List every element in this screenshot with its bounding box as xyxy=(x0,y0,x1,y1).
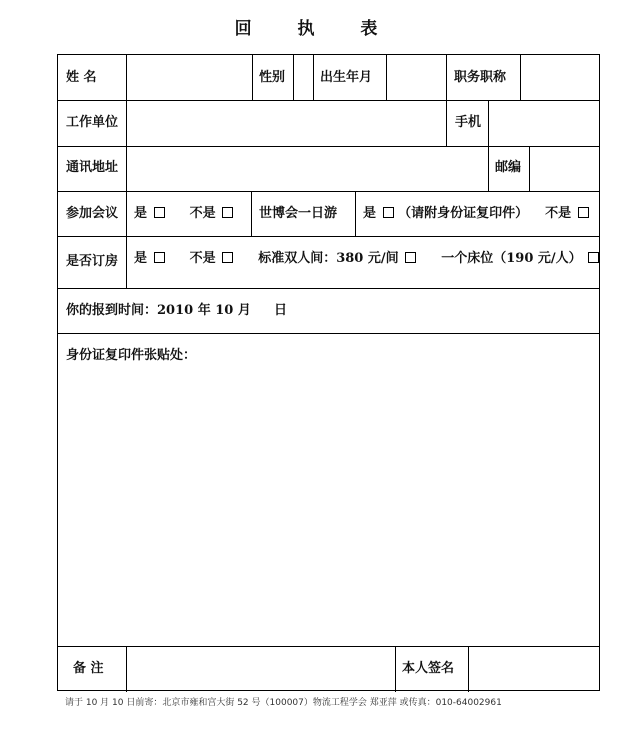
expo-options xyxy=(363,206,589,222)
room-double-checkbox[interactable] xyxy=(405,252,416,263)
col-divider xyxy=(529,146,530,191)
signature-label: 本人签名 xyxy=(402,661,455,676)
col-divider xyxy=(126,646,127,692)
arrival-day-label: 日 xyxy=(274,303,288,318)
col-divider xyxy=(468,646,469,692)
address-label: 通讯地址 xyxy=(66,160,119,175)
room-options xyxy=(134,251,599,267)
row-divider xyxy=(58,288,599,289)
col-divider xyxy=(126,55,127,100)
arrival-label: 你的报到时间：2010 年 10 月 xyxy=(66,303,251,318)
attend-options xyxy=(134,206,233,222)
col-divider xyxy=(520,55,521,100)
id-copy-paste-area xyxy=(58,334,599,646)
col-divider xyxy=(126,146,127,191)
col-divider xyxy=(355,191,356,236)
col-divider xyxy=(126,191,127,236)
expo-yes-checkbox[interactable] xyxy=(383,207,394,218)
row-divider xyxy=(58,191,599,192)
form-title: 回 执 表 xyxy=(234,19,398,39)
col-divider xyxy=(293,55,294,100)
room-bed-checkbox[interactable] xyxy=(588,252,599,263)
mobile-label: 手机 xyxy=(455,115,482,130)
expo-note: （请附身份证复印件） xyxy=(398,206,529,221)
postcode-label: 邮编 xyxy=(495,160,522,175)
room-no-label: 不是 xyxy=(189,251,216,266)
col-divider xyxy=(488,146,489,191)
row-divider xyxy=(58,236,599,237)
expo-no-label: 不是 xyxy=(545,206,572,221)
room-bed-label: 一个床位（190 元/人） xyxy=(441,251,582,266)
attend-no-checkbox[interactable] xyxy=(222,207,233,218)
col-divider xyxy=(386,55,387,100)
row-divider xyxy=(58,146,599,147)
position-label: 职务职称 xyxy=(454,70,507,85)
row-divider xyxy=(58,646,599,647)
room-yes-checkbox[interactable] xyxy=(154,252,165,263)
expo-label: 世博会一日游 xyxy=(259,206,338,221)
col-divider xyxy=(446,100,447,146)
work-unit-label: 工作单位 xyxy=(66,115,119,130)
attend-label: 参加会议 xyxy=(66,206,119,221)
remark-label: 备 注 xyxy=(73,661,104,676)
room-label: 是否订房 xyxy=(66,254,119,269)
name-label: 姓 名 xyxy=(66,70,97,85)
col-divider xyxy=(395,646,396,692)
col-divider xyxy=(251,191,252,236)
id-copy-label: 身份证复印件张贴处： xyxy=(66,348,197,363)
col-divider xyxy=(252,55,253,100)
attend-yes-checkbox[interactable] xyxy=(154,207,165,218)
room-no-checkbox[interactable] xyxy=(222,252,233,263)
attend-yes-label: 是 xyxy=(134,206,148,221)
col-divider xyxy=(126,236,127,288)
expo-no-checkbox[interactable] xyxy=(578,207,589,218)
reply-form-table xyxy=(57,54,600,691)
col-divider xyxy=(313,55,314,100)
gender-label: 性别 xyxy=(259,70,286,85)
col-divider xyxy=(488,100,489,146)
row-divider xyxy=(58,100,599,101)
col-divider xyxy=(126,100,127,146)
birth-label: 出生年月 xyxy=(320,70,373,85)
room-yes-label: 是 xyxy=(134,251,148,266)
room-double-label: 标准双人间：380 元/间 xyxy=(258,251,399,266)
mailing-instructions: 请于 10 月 10 日前寄：北京市雍和宫大街 52 号（100007）物流工程学会 郑亚萍 或传真：010-64002961 xyxy=(65,698,502,708)
col-divider xyxy=(446,55,447,100)
attend-no-label: 不是 xyxy=(189,206,216,221)
expo-yes-label: 是 xyxy=(363,206,377,221)
